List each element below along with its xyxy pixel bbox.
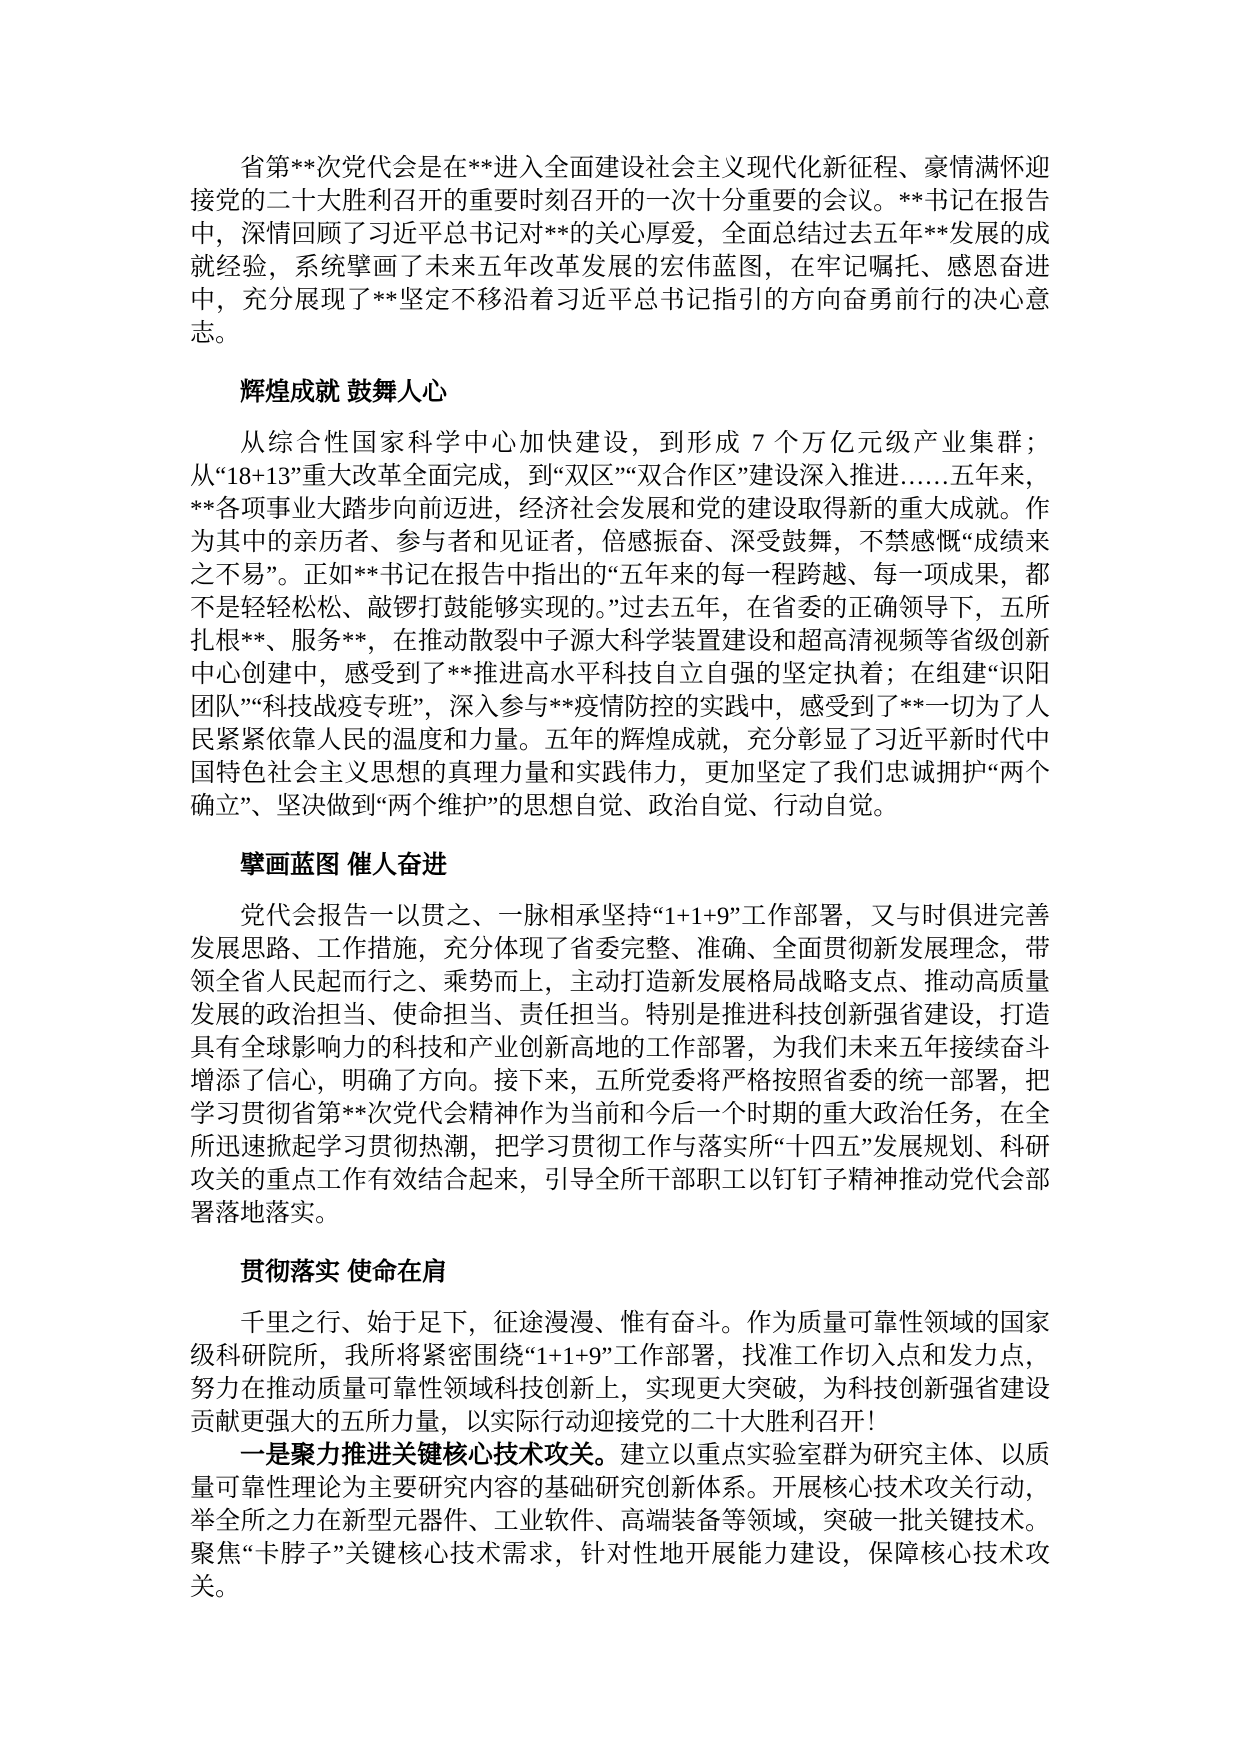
section-heading-achievements: 辉煌成就 鼓舞人心 — [240, 378, 447, 406]
intro-paragraph: 省第**次党代会是在**进入全面建设社会主义现代化新征程、豪情满怀迎接党的二十大胜利召开的重要时刻召开的一次十分重要的会议。**书记在报告中，深情回顾了习近平总书记对**的关心厚爱，全面总结过去五年**发展的成就经验，系统擘画了未来五年改革发展的宏伟蓝图，在牢记嘱托、感恩奋进中，充分展现了**坚定不移沿着习近平总书记指引的方向奋勇前行的决心意志。 — [190, 155, 1050, 347]
task1-lead-text: 一是聚力推进关键核心技术攻关。 — [240, 1441, 620, 1469]
task1-paragraph — [190, 1439, 1050, 1604]
achievements-paragraph: 从综合性国家科学中心加快建设，到形成 7 个万亿元级产业集群；从“18+13”重大改革全面完成，到“双区”“双合作区”建设深入推进……五年来，**各项事业大踏步向前迈进，经济社会发展和党的建设取得新的重大成就。作为其中的亲历者、参与者和见证者，倍感振奋、深受鼓舞，不禁感慨“成绩来之不易”。正如**书记在报告中指出的“五年来的每一程跨越、每一项成果，都不是轻轻松松、敲锣打鼓能够实现的。”过去五年，在省委的正确领导下，五所扎根**、服务**，在推动散裂中子源大科学装置建设和超高清视频等省级创新中心创建中，感受到了**推进高水平科技自立自强的坚定执着；在组建“识阳团队”“科技战疫专班”，深入参与**疫情防控的实践中，感受到了**一切为了人民紧紧依靠人民的温度和力量。五年的辉煌成就，充分彰显了习近平新时代中国特色社会主义思想的真理力量和实践伟力，更加坚定了我们忠诚拥护“两个确立”、坚决做到“两个维护”的思想自觉、政治自觉、行动自觉。 — [190, 430, 1050, 820]
implementation-paragraph: 千里之行、始于足下，征途漫漫、惟有奋斗。作为质量可靠性领域的国家级科研院所，我所将紧密围绕“1+1+9”工作部署，找准工作切入点和发力点，努力在推动质量可靠性领域科技创新上，实现更大突破，为科技创新强省建设贡献更强大的五所力量，以实际行动迎接党的二十大胜利召开！ — [190, 1310, 1050, 1436]
section-heading-blueprint: 擘画蓝图 催人奋进 — [240, 851, 447, 879]
task1-body-text: 建立以重点实验室群为研究主体、以质量可靠性理论为主要研究内容的基础研究创新体系。开展核心技术攻关行动，举全所之力在新型元器件、工业软件、高端装备等领域，突破一批关键技术。聚焦“卡脖子”关键核心技术需求，针对性地开展能力建设，保障核心技术攻关。 — [190, 1442, 1050, 1601]
blueprint-paragraph: 党代会报告一以贯之、一脉相承坚持“1+1+9”工作部署，又与时俱进完善发展思路、工作措施，充分体现了省委完整、准确、全面贯彻新发展理念，带领全省人民起而行之、乘势而上，主动打造新发展格局战略支点、推动高质量发展的政治担当、使命担当、责任担当。特别是推进科技创新强省建设，打造具有全球影响力的科技和产业创新高地的工作部署，为我们未来五年接续奋斗增添了信心，明确了方向。接下来，五所党委将严格按照省委的统一部署，把学习贯彻省第**次党代会精神作为当前和今后一个时期的重大政治任务，在全所迅速掀起学习贯彻热潮，把学习贯彻工作与落实所“十四五”发展规划、科研攻关的重点工作有效结合起来，引导全所干部职工以钉钉子精神推动党代会部署落地落实。 — [190, 903, 1050, 1227]
section-heading-implementation: 贯彻落实 使命在肩 — [240, 1258, 447, 1286]
